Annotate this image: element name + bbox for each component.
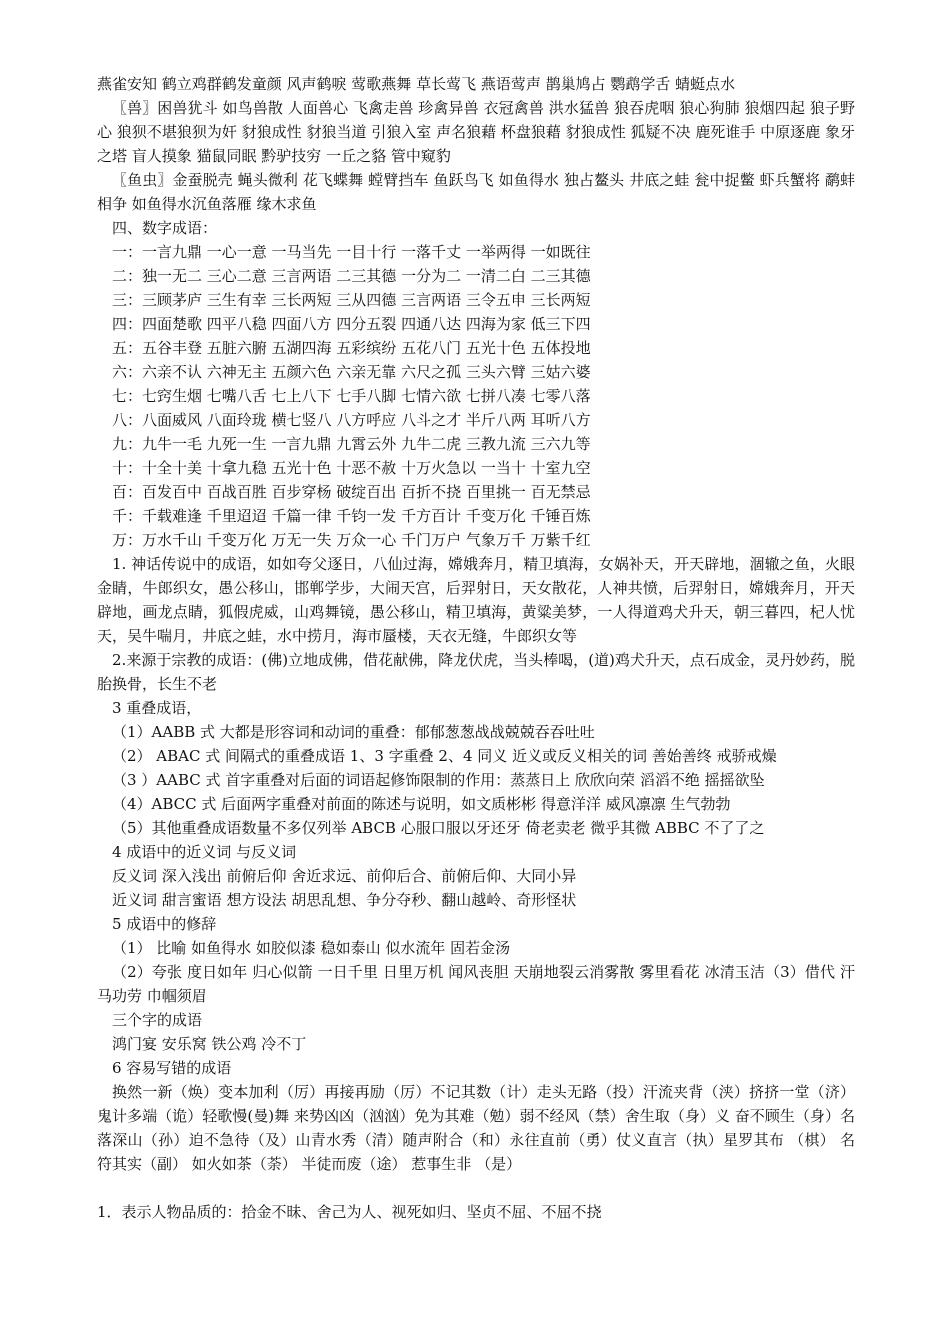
heading-repeated-idioms: 3 重叠成语， (112, 699, 202, 717)
repeated-abac: （2） ABAC 式 间隔式的重叠成语 1、3 字重叠 2、4 同义 近义或反义相关的词 善始善终 戒骄戒燥 (112, 747, 777, 765)
heading-three-char-idioms: 三个字的成语 (112, 1011, 203, 1029)
number-idioms-five: 五：五谷丰登 五脏六腑 五湖四海 五彩缤纷 五花八门 五光十色 五体投地 (112, 339, 591, 357)
text-line-birds: 燕雀安知 鹤立鸡群鹤发童颜 风声鹤唳 莺歌燕舞 草长莺飞 燕语莺声 鹊巢鸠占 鹦鹉学舌 蜻蜓点水 (97, 75, 736, 93)
number-idioms-two: 二：独一无二 三心二意 三言两语 二三其德 一分为二 一清二白 二三其德 (112, 267, 591, 285)
synonym-line: 近义词 甜言蜜语 想方设法 胡思乱想、争分夺秒、翻山越岭、奇形怪状 (112, 891, 577, 909)
repeated-other: （5）其他重叠成语数量不多仅列举 ABCB 心服口服以牙还牙 倚老卖老 微乎其微 ABBC 不了了之 (112, 819, 765, 837)
repeated-aabb: （1）AABB 式 大都是形容词和动词的重叠：郁郁葱葱战战兢兢吞吞吐吐 (112, 723, 595, 741)
heading-rhetoric: 5 成语中的修辞 (112, 915, 217, 933)
rhetoric-metaphor: （1） 比喻 如鱼得水 如胶似漆 稳如泰山 似水流年 固若金汤 (112, 939, 511, 957)
blank-line (97, 1176, 855, 1200)
number-idioms-ten: 十：十全十美 十拿九稳 五光十色 十恶不赦 十万火急以 一当十 十室九空 (112, 459, 591, 477)
paragraph-religion-idioms: 2.来源于宗教的成语：(佛)立地成佛，借花献佛，降龙伏虎，当头棒喝，(道)鸡犬升天，点石成金，灵丹妙药，脱胎换骨，长生不老 (97, 651, 855, 693)
number-idioms-ten-thousand: 万：万水千山 千变万化 万无一失 万众一心 千门万户 气象万千 万紫千红 (112, 531, 591, 549)
heading-synonyms-antonyms: 4 成语中的近义词 与反义词 (112, 843, 297, 861)
paragraph-myth-idioms: 1. 神话传说中的成语，如如夸父逐日，八仙过海，嫦娥奔月，精卫填海，女娲补天，开天辟地，涸辙之鱼，火眼金睛，牛郎织女，愚公移山，邯郸学步，大闹天宫，后羿射日，天女散花，人神共愤，后羿射日，嫦娥奔月，开天辟地，画龙点睛，狐假虎威，山鸡舞镜，愚公移山，精卫填海，黄粱美梦，一人得道鸡犬升天，朝三暮四，杞人忧天，吴牛喘月，井底之蛙，水中捞月，海市蜃楼，天衣无缝，牛郎织女等 (97, 555, 855, 645)
number-idioms-eight: 八：八面威风 八面玲珑 横七竖八 八方呼应 八斗之才 半斤八两 耳听八方 (112, 411, 591, 429)
three-char-idioms-list: 鸿门宴 安乐窝 铁公鸡 冷不丁 (112, 1035, 307, 1053)
text-line-beasts: 〖兽〗困兽犹斗 如鸟兽散 人面兽心 飞禽走兽 珍禽异兽 衣冠禽兽 洪水猛兽 狼吞虎咽 狼心狗肺 狼烟四起 狼子野心 狼狈不堪狼狈为奸 豺狼成性 豺狼当道 引狼入室 声名狼藉 杯盘狼藉 豺狼成性 狐疑不决 鹿死谁手 中原逐鹿 象牙之塔 盲人摸象 猫鼠同眠 黔驴技穷 一丘之貉 管中窥豹 (97, 99, 855, 165)
number-idioms-six: 六：六亲不认 六神无主 五颜六色 六亲无靠 六尺之孤 三头六臂 三姑六婆 (112, 363, 591, 381)
text-line-fish-insects: 〖鱼虫〗金蚕脱壳 蝇头微利 花飞蝶舞 螳臂挡车 鱼跃鸟飞 如鱼得水 独占鳌头 井底之蛙 瓮中捉鳖 虾兵蟹将 鹬蚌相争 如鱼得水沉鱼落雁 缘木求鱼 (97, 171, 855, 213)
antonym-line: 反义词 深入浅出 前俯后仰 舍近求远、前仰后合、前俯后仰、大同小异 (112, 867, 577, 885)
character-quality-line: 1．表示人物品质的：拾金不昧、舍己为人、视死如归、坚贞不屈、不屈不挠 (97, 1203, 602, 1221)
heading-common-mistakes: 6 容易写错的成语 (112, 1059, 232, 1077)
repeated-abcc: （4）ABCC 式 后面两字重叠对前面的陈述与说明，如文质彬彬 得意洋洋 威风凛凛 生气勃勃 (112, 795, 731, 813)
number-idioms-three: 三：三顾茅庐 三生有幸 三长两短 三从四德 三言两语 三令五申 三长两短 (112, 291, 591, 309)
document-page (97, 72, 855, 1224)
number-idioms-hundred: 百：百发百中 百战百胜 百步穿杨 破绽百出 百折不挠 百里挑一 百无禁忌 (112, 483, 591, 501)
number-idioms-nine: 九：九牛一毛 九死一生 一言九鼎 九霄云外 九牛二虎 三教九流 三六九等 (112, 435, 591, 453)
number-idioms-thousand: 千：千载难逢 千里迢迢 千篇一律 千钧一发 千方百计 千变万化 千锤百炼 (112, 507, 591, 525)
common-mistakes-paragraph: 换然一新（焕）变本加利（厉）再接再励（厉）不记其数（计）走头无路（投）汗流夹背（浃）挤挤一堂（济）鬼计多端（诡）轻歌慢(曼)舞 来势凶凶（汹汹）免为其难（勉）弱不经风（禁）舍生取（身）义 奋不顾生（身）名落深山（孙）迫不急待（及）山青水秀（清）随声附合（和）永往直前（勇）仗义直言（执）星罗其布 （棋） 名符其实（副） 如火如茶（荼） 半徒而废（途） 惹事生非 （是） (97, 1083, 855, 1173)
number-idioms-one: 一：一言九鼎 一心一意 一马当先 一目十行 一落千丈 一举两得 一如既往 (112, 243, 591, 261)
number-idioms-seven: 七：七窍生烟 七嘴八舌 七上八下 七手八脚 七情六欲 七拼八凑 七零八落 (112, 387, 591, 405)
rhetoric-exaggeration: （2）夸张 度日如年 归心似箭 一日千里 日里万机 闻风丧胆 天崩地裂云消雾散 雾里看花 冰清玉洁（3）借代 汗马功劳 巾帼须眉 (97, 963, 855, 1005)
repeated-aabc: （3 ）AABC 式 首字重叠对后面的词语起修饰限制的作用：蒸蒸日上 欣欣向荣 滔滔不绝 摇摇欲坠 (112, 771, 765, 789)
section-heading-number-idioms: 四、数字成语： (112, 219, 218, 237)
number-idioms-four: 四：四面楚歌 四平八稳 四面八方 四分五裂 四通八达 四海为家 低三下四 (112, 315, 591, 333)
